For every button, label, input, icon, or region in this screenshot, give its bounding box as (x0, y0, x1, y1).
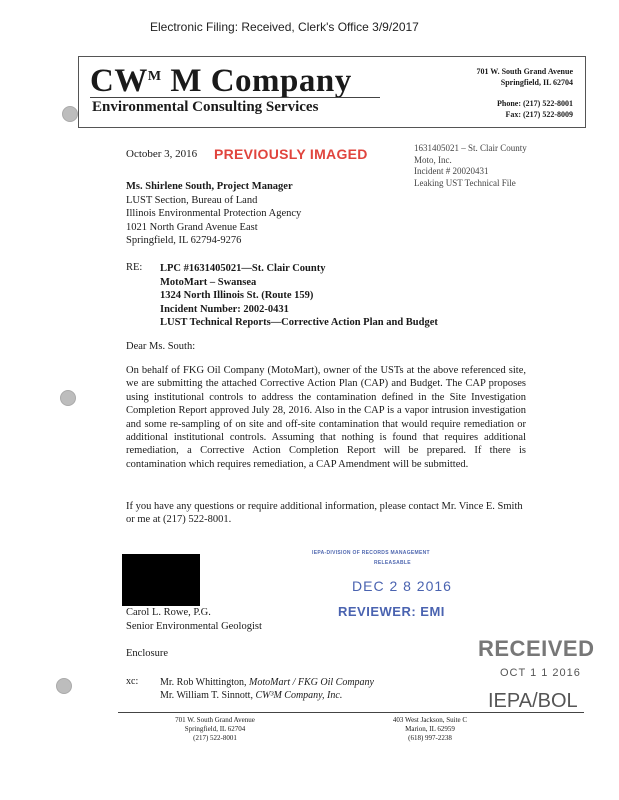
company-tagline: Environmental Consulting Services (92, 99, 319, 115)
punch-hole-icon (56, 678, 72, 694)
iepa-stamp-releasable: RELEASABLE (374, 560, 411, 566)
enclosure-note: Enclosure (126, 648, 168, 659)
letter-date: October 3, 2016 (126, 148, 198, 160)
handwritten-file-note: 1631405021 – St. Clair County Moto, Inc. Incident # 20020431 Leaking UST Technical File (414, 143, 527, 188)
received-stamp-org: IEPA/BOL (488, 690, 578, 712)
redacted-signature (122, 554, 200, 606)
recipient-address: Ms. Shirlene South, Project Manager LUST Section, Bureau of Land Illinois Environmental Protection Agency 1021 North Grand Avenue East Springfield, IL 62794-9276 (126, 181, 302, 246)
punch-hole-icon (60, 390, 76, 406)
previously-imaged-stamp: PREVIOUSLY IMAGED (214, 146, 368, 162)
received-stamp-title: RECEIVED (478, 636, 595, 661)
company-name: $CW^M$ M Company (90, 63, 352, 99)
body-paragraph: On behalf of FKG Oil Company (MotoMart), owner of the USTs at the above referenced site, we are submitting the attached Corrective Action Plan (CAP) and Budget. The CAP proposes using institutional controls to address the contamination defined in the Site Investigation Completion Report approved July 28, 2016. Also in the CAP is a vapor intrusion investigation and some re-sampling of on site and off-site contamination that would require remediation or additional institutional controls. Assuming that nothing is found that requires additional remediation, a Corrective Action Completion Report will be prepared. If there is contamination which requires remediation, a CAP Amendment will be submitted. (126, 365, 526, 470)
letterhead-phones: Phone: (217) 522-8001 Fax: (217) 522-8009 (497, 99, 573, 119)
signature-block: Carol L. Rowe, P.G. Senior Environmental Geologist (126, 607, 262, 632)
footer-address-marion: 403 West Jackson, Suite C Marion, IL 62959 (618) 997-2238 (392, 716, 468, 742)
letterhead-rule (90, 97, 380, 98)
cc-label: xc: (126, 676, 139, 687)
letterhead-address: 701 W. South Grand Avenue Springfield, IL 62704 (476, 67, 573, 87)
subject-lines: LPC #1631405021—St. Clair County MotoMart – Swansea 1324 North Illinois St. (Route 159) Incident Number: 2002-0431 LUST Technical Reports—Corrective Action Plan and Budget (160, 263, 438, 328)
received-stamp-date: OCT 1 1 2016 (500, 667, 581, 679)
footer-address-springfield: 701 W. South Grand Avenue Springfield, IL 62704 (217) 522-8001 (175, 716, 255, 742)
iepa-stamp-date: DEC 2 8 2016 (352, 578, 452, 594)
closing-paragraph: If you have any questions or require additional information, please contact Mr. Vince E. Smith or me at (217) 522-8001. (126, 501, 523, 526)
recipient-name: Ms. Shirlene South, Project Manager (126, 181, 293, 192)
re-label: RE: (126, 262, 143, 273)
iepa-stamp-division: IEPA-DIVISION OF RECORDS MANAGEMENT (312, 550, 430, 556)
electronic-filing-header: Electronic Filing: Received, Clerk's Office 3/9/2017 (150, 20, 419, 34)
company-name-superscript: M (147, 69, 162, 84)
cc-list: Mr. Rob Whittington, MotoMart / FKG Oil Company Mr. William T. Sinnott, CW³M Company, Inc. (160, 677, 374, 701)
iepa-stamp-reviewer: REVIEWER: EMI (338, 604, 445, 619)
punch-hole-icon (62, 106, 78, 122)
footer-rule (118, 712, 584, 713)
salutation: Dear Ms. South: (126, 341, 196, 352)
